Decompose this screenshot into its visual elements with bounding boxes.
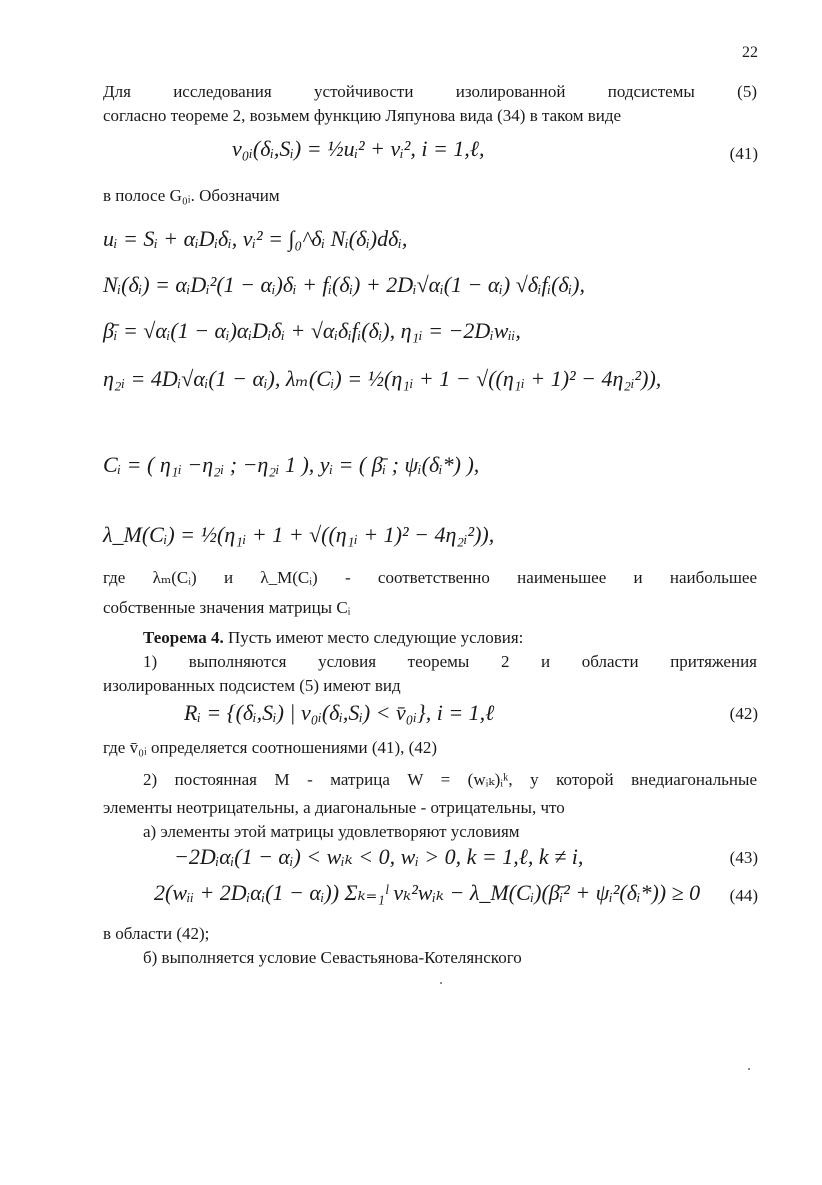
- definition-N: Nᵢ(δᵢ) = αᵢDᵢ²(1 − αᵢ)δᵢ + fᵢ(δᵢ) + 2Dᵢ√αᵢ(1 − αᵢ) √δᵢfᵢ(δᵢ),: [103, 272, 585, 297]
- definition-u: uᵢ = Sᵢ + αᵢDᵢδᵢ, vᵢ² = ∫₀^δᵢ Nᵢ(δᵢ)dδᵢ,: [103, 226, 408, 251]
- paragraph-line: где λₘ(Cᵢ) и λ_M(Cᵢ) - соответственно наименьшее и наибольшее: [103, 568, 757, 587]
- paragraph-line: 2) постоянная М - матрица W = (wᵢₖ)ᵢᵏ, у которой внедиагональные: [143, 770, 757, 789]
- paragraph-line: согласно теореме 2, возьмем функцию Ляпунова вида (34) в таком виде: [103, 106, 622, 125]
- paragraph-line: элементы неотрицательны, а диагональные - отрицательны, что: [103, 798, 565, 817]
- equation-43: −2Dᵢαᵢ(1 − αᵢ) < wᵢₖ < 0, wᵢ > 0, k = 1,ℓ, k ≠ i,: [174, 844, 584, 869]
- equation-number: (44): [729, 886, 758, 905]
- equation-44: 2(wᵢᵢ + 2Dᵢαᵢ(1 − αᵢ)) Σₖ₌₁ˡ vₖ²wᵢₖ − λ_M(Cᵢ)(β̄ᵢ² + ψᵢ²(δᵢ*)) ≥ 0: [154, 880, 701, 905]
- paragraph-line: 1) выполняются условия теоремы 2 и области притяжения: [143, 652, 757, 671]
- definition-eta: η₂ᵢ = 4Dᵢ√αᵢ(1 − αᵢ), λₘ(Cᵢ) = ½(η₁ᵢ + 1 − √((η₁ᵢ + 1)² − 4η₂ᵢ²)),: [103, 366, 662, 391]
- definition-lambda-max: λ_M(Cᵢ) = ½(η₁ᵢ + 1 + √((η₁ᵢ + 1)² − 4η₂ᵢ²)),: [103, 522, 495, 547]
- equation-number: (42): [729, 704, 758, 723]
- theorem-text: Пусть имеют место следующие условия:: [227, 628, 524, 647]
- equation-42: Rᵢ = {(δᵢ,Sᵢ) | v₀ᵢ(δᵢ,Sᵢ) < v̄₀ᵢ}, i = 1,ℓ: [184, 700, 495, 725]
- theorem-title: Теорема 4.: [143, 628, 224, 647]
- paragraph-line: где v̄₀ᵢ определяется соотношениями (41), (42): [103, 738, 437, 757]
- paragraph-line: в полосе G₀ᵢ. Обозначим: [103, 186, 280, 205]
- definition-C-matrix: Cᵢ = ( η₁ᵢ −η₂ᵢ ; −η₂ᵢ 1 ), yᵢ = ( β̄ᵢ ; ψᵢ(δᵢ*) ),: [103, 452, 480, 477]
- theorem-heading: [143, 626, 523, 650]
- paragraph-line: Для исследования устойчивости изолированной подсистемы (5): [103, 82, 757, 101]
- equation-number: (43): [729, 848, 758, 867]
- paragraph-line: изолированных подсистем (5) имеют вид: [103, 676, 401, 695]
- paragraph-line: а) элементы этой матрицы удовлетворяют условиям: [143, 822, 520, 841]
- scan-speck: [440, 982, 442, 984]
- equation-41: v₀ᵢ(δᵢ,Sᵢ) = ½uᵢ² + vᵢ², i = 1,ℓ,: [232, 136, 485, 161]
- paragraph-line: в области (42);: [103, 924, 210, 943]
- scan-speck: [748, 1068, 750, 1070]
- paragraph-line: собственные значения матрицы Cᵢ: [103, 598, 351, 617]
- page-number: 22: [742, 44, 758, 61]
- paragraph-line: б) выполняется условие Севастьянова-Котелянского: [143, 948, 522, 967]
- equation-number: (41): [729, 144, 758, 163]
- definition-beta: β̄ᵢ = √αᵢ(1 − αᵢ)αᵢDᵢδᵢ + √αᵢδᵢfᵢ(δᵢ), η₁ᵢ = −2Dᵢwᵢᵢ,: [103, 318, 521, 343]
